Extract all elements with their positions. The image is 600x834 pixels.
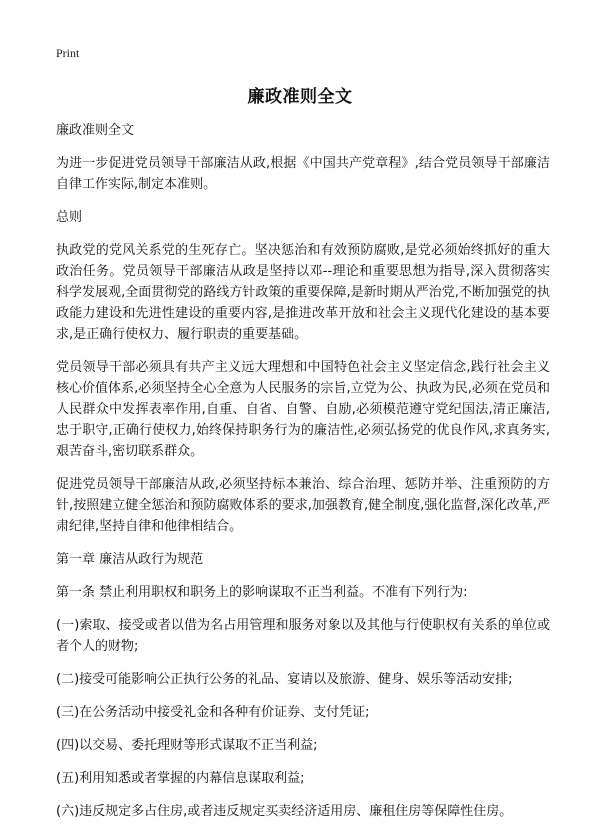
- list-item: (五)利用知悉或者掌握的内幕信息谋取利益;: [56, 771, 305, 786]
- document-body: [56, 120, 550, 834]
- list-item: (四)以交易、委托理财等形式谋取不正当利益;: [56, 738, 318, 753]
- list-item: (一)索取、接受或者以借为名占用管理和服务对象以及其他与行使职权有关系的单位或者个人的财物;: [56, 618, 550, 654]
- general-paragraph-3: 促进党员领导干部廉洁从政,必须坚持标本兼治、综合治理、惩防并举、注重预防的方针,按照建立健全惩治和预防腐败体系的要求,加强教育,健全制度,强化监督,深化改革,严肃纪律,坚持自律和他律相结合。: [56, 477, 550, 534]
- list-item: (二)接受可能影响公正执行公务的礼品、宴请以及旅游、健身、娱乐等活动安排;: [56, 672, 513, 687]
- list-item: (六)违反规定多占住房,或者违反规定买卖经济适用房、廉租住房等保障性住房。: [56, 804, 513, 819]
- list-item: (三)在公务活动中接受礼金和各种有价证券、支付凭证;: [56, 705, 370, 720]
- chapter-heading: 第一章 廉洁从政行为规范: [56, 552, 204, 567]
- general-paragraph-2: 党员领导干部必须具有共产主义远大理想和中国特色社会主义坚定信念,践行社会主义核心价值体系,必须坚持全心全意为人民服务的宗旨,立党为公、执政为民,必须在党员和人民群众中发挥表率作用,自重、自省、自警、自励,必须模范遵守党纪国法,清正廉洁,忠于职守,正确行使权力,始终保持职务行为的廉洁性,必须弘扬党的优良作风,求真务实,艰苦奋斗,密切联系群众。: [56, 360, 550, 459]
- document-subtitle: 廉政准则全文: [56, 123, 135, 138]
- print-link[interactable]: Print: [56, 46, 80, 60]
- general-heading: 总则: [56, 210, 83, 225]
- article-1: 第一条 禁止利用职权和职务上的影响谋取不正当利益。不准有下列行为:: [56, 585, 468, 600]
- page-title: 廉政准则全文: [247, 87, 353, 107]
- preamble-paragraph: 为进一步促进党员领导干部廉洁从政,根据《中国共产党章程》,结合党员领导干部廉洁自律工作实际,制定本准则。: [56, 156, 550, 192]
- general-paragraph-1: 执政党的党风关系党的生死存亡。坚决惩治和有效预防腐败,是党必须始终抓好的重大政治任务。党员领导干部廉洁从政是坚持以邓--理论和重要思想为指导,深入贯彻落实科学发展观,全面贯彻党的路线方针政策的重要保障,是新时期从严治党,不断加强党的执政能力建设和先进性建设的重要内容,是推进改革开放和社会主义现代化建设的基本要求,是正确行使权力、履行职责的重要基础。: [56, 243, 550, 342]
